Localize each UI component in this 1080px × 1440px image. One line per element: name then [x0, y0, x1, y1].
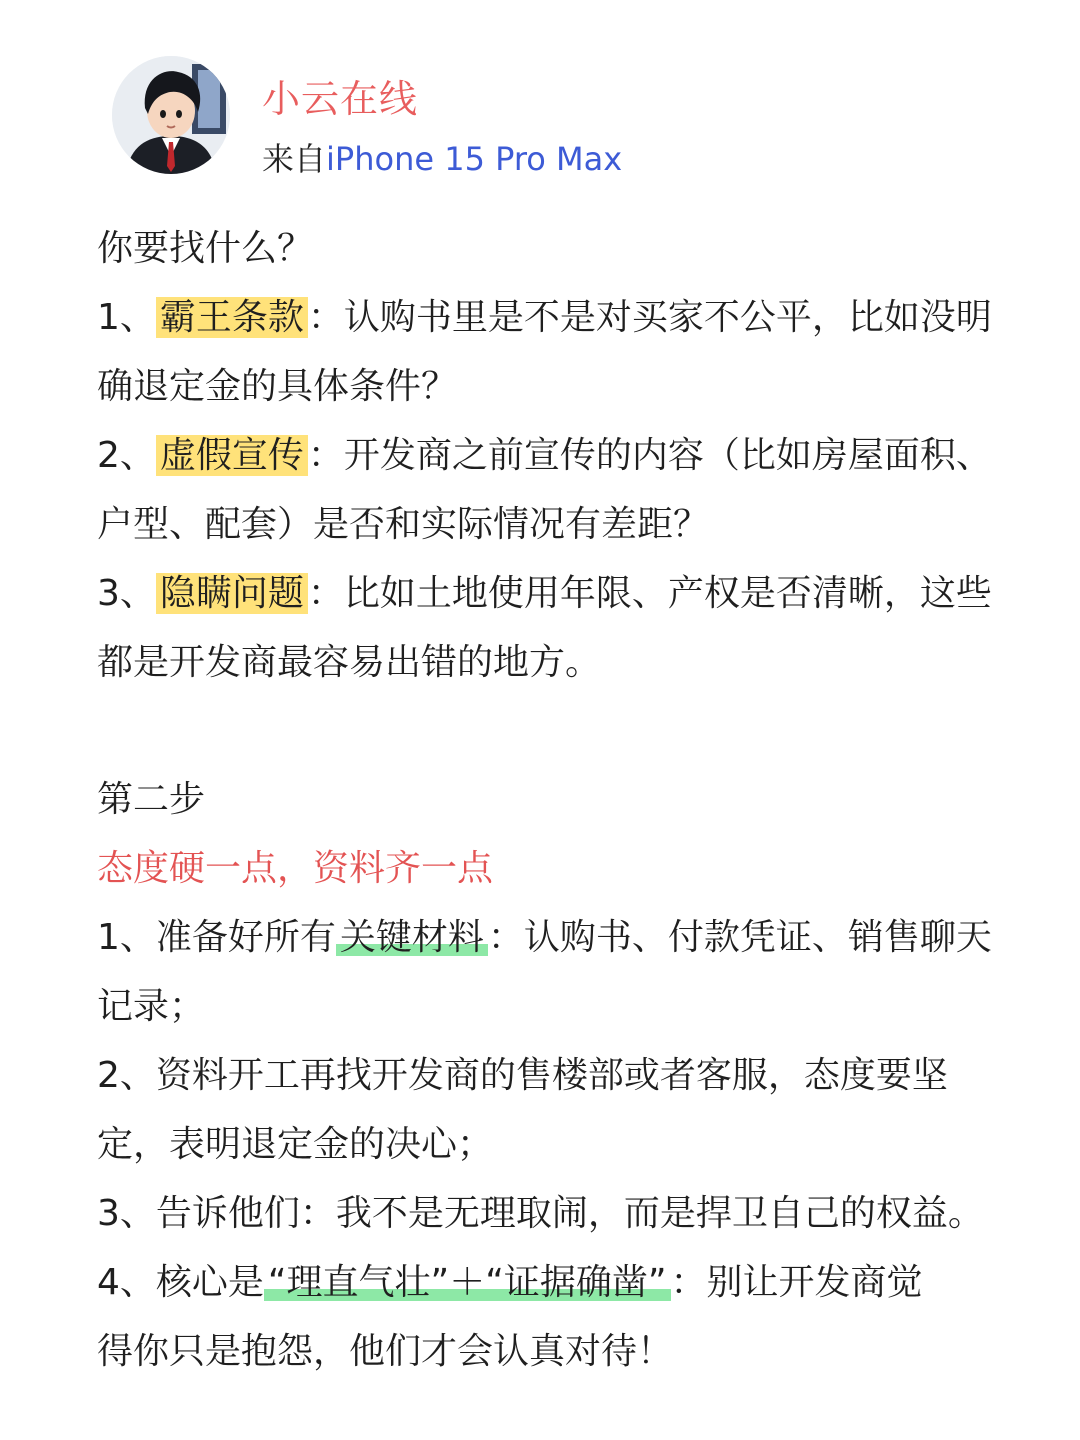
section2-item-1 — [97, 903, 1047, 972]
item-text: ：开发商之前宣传的内容（比如房屋面积、 — [307, 435, 992, 476]
post-body — [97, 214, 1047, 1386]
device-prefix: 来自 — [262, 140, 327, 178]
post-header — [112, 56, 1012, 176]
section2-item-4-cont: 得你只是抱怨，他们才会认真对待！ — [97, 1331, 674, 1372]
section1-item-3-cont: 都是开发商最容易出错的地方。 — [97, 642, 602, 683]
section1-item-2-cont: 户型、配套）是否和实际情况有差距？ — [97, 504, 710, 545]
section2-item-4 — [97, 1248, 1047, 1317]
item-number: 3、 — [97, 573, 156, 614]
highlight-term: 虚假宣传 — [156, 435, 308, 476]
item-text: ：比如土地使用年限、产权是否清晰，这些 — [307, 573, 992, 614]
section1-item-1 — [97, 283, 1047, 352]
avatar[interactable] — [112, 56, 230, 174]
username[interactable]: 小云在线 — [262, 77, 419, 121]
highlight-term: 关键材料 — [336, 917, 488, 958]
highlight-term: “理直气壮”＋“证据确凿” — [264, 1262, 671, 1303]
section1-item-3 — [97, 559, 1047, 628]
section1-item-2 — [97, 421, 1047, 490]
paragraph-gap — [97, 697, 1047, 765]
device-model: iPhone 15 Pro Max — [326, 140, 623, 178]
section2-item-2-cont: 定，表明退定金的决心； — [97, 1124, 494, 1165]
section2-item-1-cont: 记录； — [97, 986, 206, 1027]
highlight-term: 隐瞒问题 — [156, 573, 308, 614]
section2-title: 第二步 — [97, 779, 206, 820]
section1-item-1-cont: 确退定金的具体条件？ — [97, 366, 458, 407]
highlight-term: 霸王条款 — [156, 297, 308, 338]
section1-intro: 你要找什么？ — [97, 228, 314, 269]
section2-item-2: 2、资料开工再找开发商的售楼部或者客服，态度要坚 — [97, 1055, 948, 1096]
item-number: 2、 — [97, 435, 156, 476]
section2-subtitle: 态度硬一点，资料齐一点 — [97, 848, 494, 889]
section2-item-3: 3、告诉他们：我不是无理取闹，而是捍卫自己的权益。 — [97, 1193, 984, 1234]
device-info — [262, 134, 622, 180]
item-text: 1、准备好所有 — [97, 917, 336, 958]
avatar-illustration-icon — [112, 56, 230, 174]
item-text: ：别让开发商觉 — [670, 1262, 923, 1303]
item-text: ：认购书、付款凭证、销售聊天 — [487, 917, 992, 958]
item-text: 4、核心是 — [97, 1262, 264, 1303]
item-text: ：认购书里是不是对买家不公平，比如没明 — [307, 297, 992, 338]
item-number: 1、 — [97, 297, 156, 338]
